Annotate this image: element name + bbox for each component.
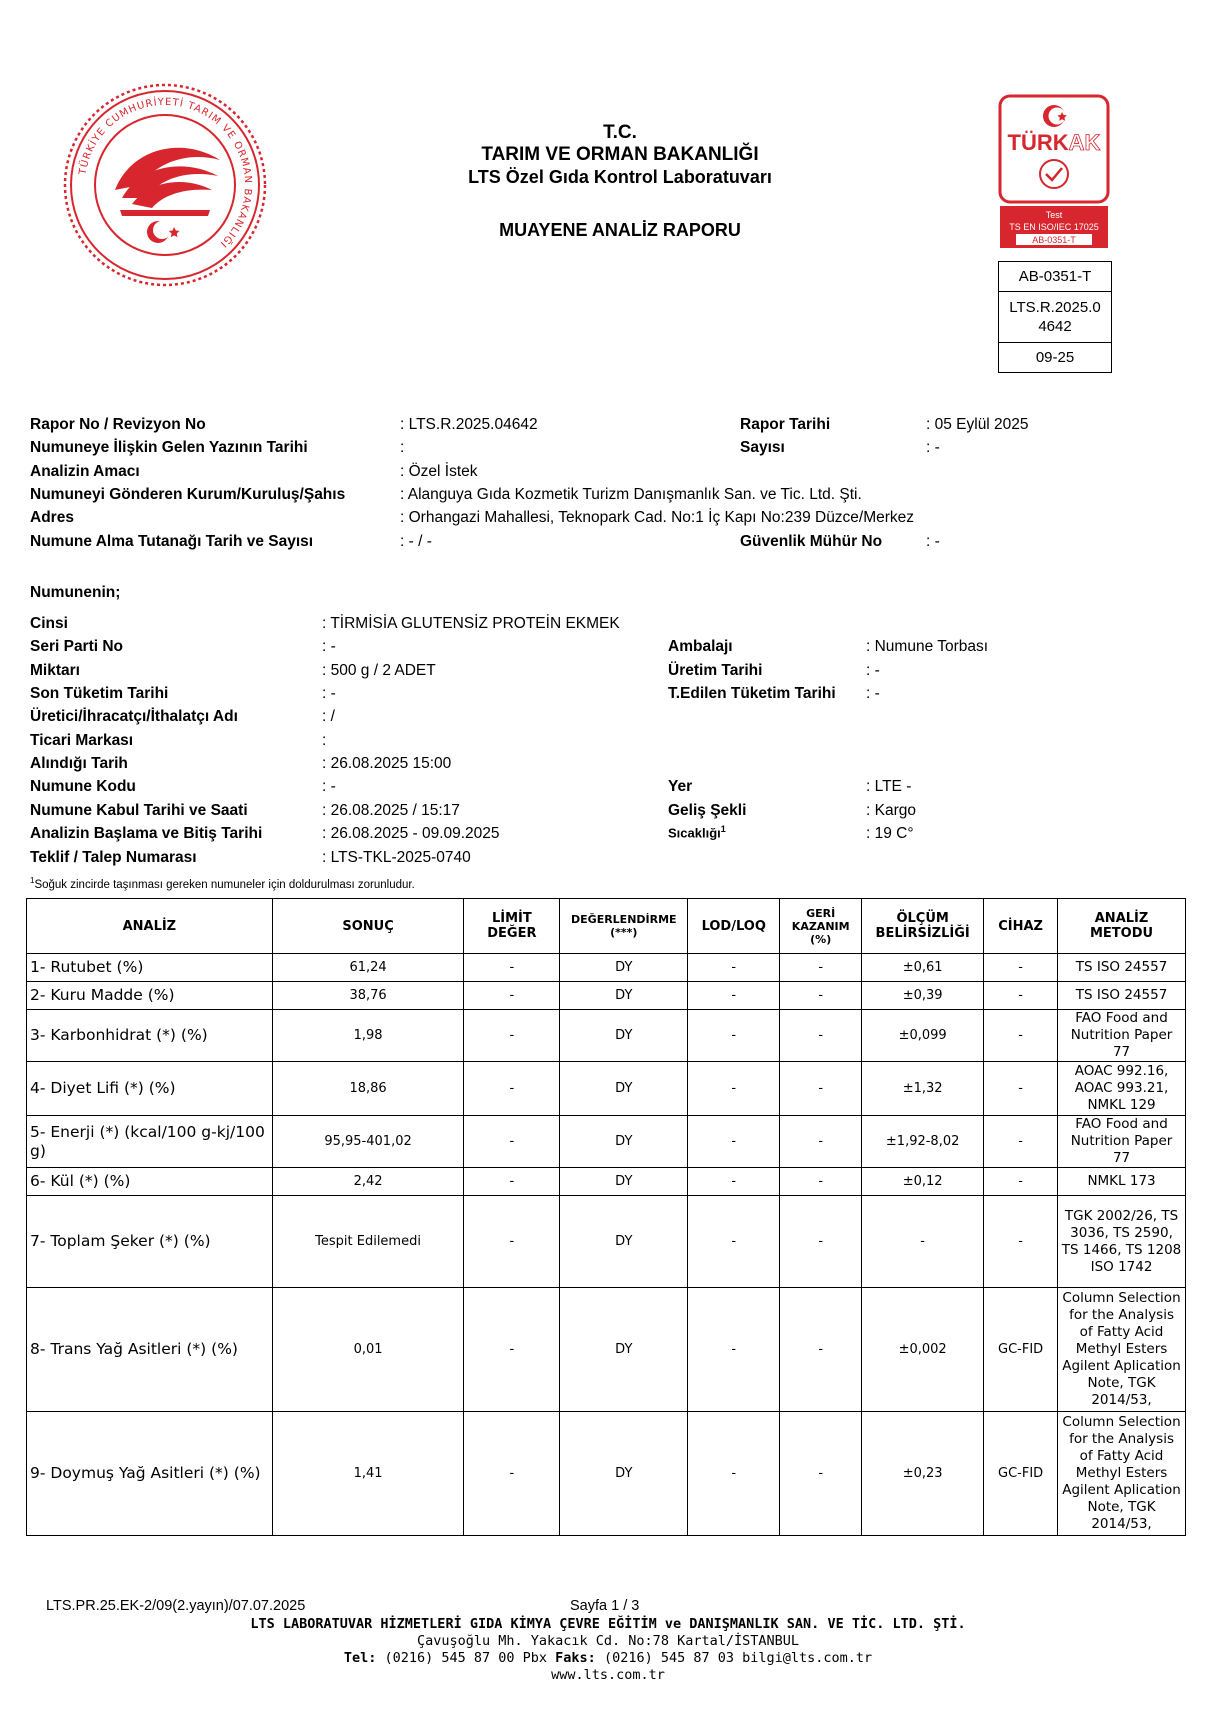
yazi-tarihi-value: : [400, 439, 405, 456]
table-cell: NMKL 173 [1058, 1168, 1186, 1196]
table-cell: FAO Food and Nutrition Paper 77 [1058, 1116, 1186, 1168]
ministry-seal-logo [60, 80, 270, 290]
table-cell: TGK 2002/26, TS 3036, TS 2590, TS 1466, TS 1208 ISO 1742 [1058, 1196, 1186, 1288]
table-cell: - [464, 1412, 560, 1536]
report-title: MUAYENE ANALİZ RAPORU [499, 220, 741, 240]
sayisi-label: Sayısı [740, 439, 785, 456]
uretim-value: : - [866, 662, 880, 679]
alindigi-value: : 26.08.2025 15:00 [322, 755, 452, 772]
table-cell: Column Selection for the Analysis of Fatty Acid Methyl Esters Agilent Aplication Note, TGK 2014/53, [1058, 1412, 1186, 1536]
table-cell: - [984, 1168, 1058, 1196]
header-limit: LİMİT DEĞER [464, 899, 560, 954]
table-cell: - [464, 982, 560, 1010]
table-cell: ±0,61 [862, 954, 984, 982]
table-cell: DY [560, 1168, 688, 1196]
table-cell: AOAC 992.16, AOAC 993.21, NMKL 129 [1058, 1062, 1186, 1116]
table-cell: - [688, 1010, 780, 1062]
table-cell: 2,42 [272, 1168, 464, 1196]
uretici-label: Üretici/İhracatçı/İthalatçı Adı [30, 708, 238, 725]
table-cell: DY [560, 1288, 688, 1412]
skt-value: : - [322, 685, 336, 702]
uretim-label: Üretim Tarihi [668, 662, 763, 679]
table-header-row [27, 899, 1186, 954]
gelis-label: Geliş Şekli [668, 802, 747, 819]
cinsi-label: Cinsi [30, 615, 68, 632]
table-cell: - [780, 1288, 862, 1412]
yer-label: Yer [668, 778, 693, 795]
header-geri-kazanim: GERİ KAZANIM (%) [780, 899, 862, 954]
table-cell: 0,01 [272, 1288, 464, 1412]
svg-text:TÜRKAK: TÜRKAK [1007, 130, 1101, 155]
table-row [27, 954, 1186, 982]
table-cell: - [780, 1062, 862, 1116]
report-number-part-a: LTS.R.2025.0 [1009, 299, 1101, 316]
sayisi-value: : - [926, 439, 940, 456]
table-cell: - [780, 1168, 862, 1196]
table-cell: 18,86 [272, 1062, 464, 1116]
miktar-value: : 500 g / 2 ADET [322, 662, 436, 679]
svg-text:TÜRKİYE CUMHURİYETİ TARIM VE O: TÜRKİYE CUMHURİYETİ TARIM VE ORMAN BAKANLIĞI [77, 96, 254, 250]
kod-value: : - [322, 778, 336, 795]
table-cell: ±0,099 [862, 1010, 984, 1062]
table-cell: 38,76 [272, 982, 464, 1010]
ambalaj-value: : Numune Torbası [866, 638, 989, 655]
table-row [27, 1062, 1186, 1116]
table-cell: 2- Kuru Madde (%) [27, 982, 273, 1010]
rapor-tarihi-label: Rapor Tarihi [740, 416, 831, 433]
table-cell: - [688, 982, 780, 1010]
analiz-tarih-label: Analizin Başlama ve Bitiş Tarihi [30, 825, 263, 842]
table-cell: - [780, 1010, 862, 1062]
table-cell: DY [560, 1196, 688, 1288]
header-block [300, 122, 940, 188]
header-cihaz: CİHAZ [984, 899, 1058, 954]
skt-label: Son Tüketim Tarihi [30, 685, 169, 702]
tedilen-value: : - [866, 685, 880, 702]
header-olcum-belirsizligi: ÖLÇÜM BELİRSİZLİĞİ [862, 899, 984, 954]
turkak-accreditation-logo [998, 94, 1110, 250]
company-footer [0, 1616, 1216, 1684]
table-cell: 1,41 [272, 1412, 464, 1536]
kabul-value: : 26.08.2025 / 15:17 [322, 802, 460, 819]
teklif-value: : LTS-TKL-2025-0740 [322, 849, 471, 866]
gonderen-value: : Alanguya Gıda Kozmetik Turizm Danışmanlık San. ve Tic. Ltd. Şti. [400, 486, 862, 503]
table-cell: - [688, 1062, 780, 1116]
table-cell: 61,24 [272, 954, 464, 982]
table-cell: - [780, 982, 862, 1010]
table-cell: DY [560, 982, 688, 1010]
table-cell: 8- Trans Yağ Asitleri (*) (%) [27, 1288, 273, 1412]
alindigi-label: Alındığı Tarih [30, 755, 128, 772]
table-cell: - [688, 954, 780, 982]
table-cell: 5- Enerji (*) (kcal/100 g-kj/100 g) [27, 1116, 273, 1168]
table-cell: - [984, 982, 1058, 1010]
report-number-part-b: 4642 [1038, 318, 1072, 335]
table-cell: - [984, 1116, 1058, 1168]
header-line-tc: T.C. [603, 122, 637, 143]
table-cell: ±0,39 [862, 982, 984, 1010]
table-cell: DY [560, 1116, 688, 1168]
table-cell: - [688, 1116, 780, 1168]
table-cell: 6- Kül (*) (%) [27, 1168, 273, 1196]
table-cell: ±0,12 [862, 1168, 984, 1196]
table-cell: - [464, 1116, 560, 1168]
rapor-no-label: Rapor No / Revizyon No [30, 416, 206, 433]
table-row [27, 982, 1186, 1010]
table-cell: ±1,32 [862, 1062, 984, 1116]
table-cell: DY [560, 1010, 688, 1062]
muhur-label: Güvenlik Mühür No [740, 533, 883, 550]
company-name: LTS LABORATUVAR HİZMETLERİ GIDA KİMYA ÇEVRE EĞİTİM ve DANIŞMANLIK SAN. VE TİC. LTD. ŞTİ. [250, 1616, 966, 1632]
seri-label: Seri Parti No [30, 638, 124, 655]
cinsi-value: : TİRMİSİA GLUTENSİZ PROTEİN EKMEK [322, 615, 620, 632]
table-cell: ±0,002 [862, 1288, 984, 1412]
adres-label: Adres [30, 509, 74, 526]
table-cell: 7- Toplam Şeker (*) (%) [27, 1196, 273, 1288]
table-cell: 95,95-401,02 [272, 1116, 464, 1168]
table-cell: 3- Karbonhidrat (*) (%) [27, 1010, 273, 1062]
header-sonuc: SONUÇ [272, 899, 464, 954]
table-cell: ±0,23 [862, 1412, 984, 1536]
rapor-no-value: : LTS.R.2025.04642 [400, 416, 538, 433]
table-cell: - [780, 1196, 862, 1288]
yer-value: : LTE - [866, 778, 912, 795]
table-cell: 9- Doymuş Yağ Asitleri (*) (%) [27, 1412, 273, 1536]
adres-value: : Orhangazi Mahallesi, Teknopark Cad. No:1 İç Kapı No:239 Düzce/Merkez [400, 509, 915, 526]
header-analiz: ANALİZ [27, 899, 273, 954]
gelis-value: : Kargo [866, 802, 916, 819]
sicaklik-label: Sıcaklığı$^1$ [668, 824, 726, 841]
tutanak-value: : - / - [400, 533, 432, 550]
table-cell: - [780, 1116, 862, 1168]
table-cell: ±1,92-8,02 [862, 1116, 984, 1168]
marka-value: : [322, 732, 327, 749]
accreditation-code: AB-0351-T [999, 262, 1111, 292]
table-cell: GC-FID [984, 1288, 1058, 1412]
header-lod-loq: LOD/LOQ [688, 899, 780, 954]
table-cell: TS ISO 24557 [1058, 982, 1186, 1010]
table-cell: - [464, 1010, 560, 1062]
company-web: www.lts.com.tr [551, 1667, 665, 1683]
table-cell: - [984, 954, 1058, 982]
sample-heading: Numunenin; [30, 584, 121, 601]
table-cell: - [464, 1168, 560, 1196]
svg-text:TS EN ISO/IEC 17025: TS EN ISO/IEC 17025 [1009, 222, 1099, 232]
table-cell: - [780, 954, 862, 982]
gonderen-label: Numuneyi Gönderen Kurum/Kuruluş/Şahıs [30, 486, 346, 503]
table-cell: Tespit Edilemedi [272, 1196, 464, 1288]
sicaklik-value: : 19 C° [866, 825, 914, 842]
tutanak-label: Numune Alma Tutanağı Tarih ve Sayısı [30, 533, 314, 550]
table-cell: - [984, 1010, 1058, 1062]
report-month-year: 09-25 [1035, 349, 1075, 366]
table-row [27, 1196, 1186, 1288]
table-cell: - [464, 1288, 560, 1412]
seri-value: : - [322, 638, 336, 655]
analiz-tarih-value: : 26.08.2025 - 09.09.2025 [322, 825, 500, 842]
table-cell: 1,98 [272, 1010, 464, 1062]
table-cell: DY [560, 1412, 688, 1536]
table-cell: TS ISO 24557 [1058, 954, 1186, 982]
yazi-tarihi-label: Numuneye İlişkin Gelen Yazının Tarihi [30, 439, 308, 456]
company-contact: Tel: (0216) 545 87 00 Pbx Faks: (0216) 545 87 03 bilgi@lts.com.tr [343, 1650, 873, 1666]
table-row [27, 1168, 1186, 1196]
muhur-value: : - [926, 533, 940, 550]
table-cell: - [862, 1196, 984, 1288]
accreditation-code-box [998, 261, 1112, 373]
table-cell: GC-FID [984, 1412, 1058, 1536]
table-cell: 1- Rutubet (%) [27, 954, 273, 982]
table-cell: - [464, 1062, 560, 1116]
table-row [27, 1412, 1186, 1536]
company-address: Çavuşoğlu Mh. Yakacık Cd. No:78 Kartal/İSTANBUL [416, 1633, 799, 1649]
results-body [27, 954, 1186, 1536]
table-cell: - [780, 1412, 862, 1536]
page-number: Sayfa 1 / 3 [570, 1598, 640, 1614]
table-cell: DY [560, 954, 688, 982]
svg-text:AB-0351-T: AB-0351-T [1032, 235, 1076, 245]
table-cell: DY [560, 1062, 688, 1116]
table-cell: Column Selection for the Analysis of Fatty Acid Methyl Esters Agilent Aplication Note, TGK 2014/53, [1058, 1288, 1186, 1412]
footnote: $^1$Soğuk zincirde taşınması gereken numuneler için doldurulması zorunludur. [30, 876, 415, 891]
ambalaj-label: Ambalajı [668, 638, 733, 655]
table-cell: - [688, 1412, 780, 1536]
table-cell: - [688, 1168, 780, 1196]
marka-label: Ticari Markası [30, 732, 134, 749]
table-cell: - [984, 1196, 1058, 1288]
table-row [27, 1116, 1186, 1168]
amac-label: Analizin Amacı [30, 463, 140, 480]
table-cell: 4- Diyet Lifi (*) (%) [27, 1062, 273, 1116]
form-code: LTS.PR.25.EK-2/09(2.yayın)/07.07.2025 [46, 1598, 306, 1614]
table-cell: FAO Food and Nutrition Paper 77 [1058, 1010, 1186, 1062]
table-row [27, 1010, 1186, 1062]
table-row [27, 1288, 1186, 1412]
table-cell: - [984, 1062, 1058, 1116]
header-degerlendirme: DEĞERLENDİRME (***) [560, 899, 688, 954]
teklif-label: Teklif / Talep Numarası [30, 849, 197, 866]
table-cell: - [464, 954, 560, 982]
header-analiz-metodu: ANALİZ METODU [1058, 899, 1186, 954]
header-line-lab: LTS Özel Gıda Kontrol Laboratuvarı [468, 167, 772, 187]
results-table [26, 898, 1186, 1536]
table-cell: - [688, 1288, 780, 1412]
table-cell: - [688, 1196, 780, 1288]
header-line-ministry: TARIM VE ORMAN BAKANLIĞI [481, 144, 759, 165]
table-cell: - [464, 1196, 560, 1288]
kod-label: Numune Kodu [30, 778, 136, 795]
miktar-label: Miktarı [30, 662, 80, 679]
uretici-value: : / [322, 708, 335, 725]
svg-text:Test: Test [1045, 210, 1063, 220]
amac-value: : Özel İstek [400, 463, 478, 480]
report-number-cell [999, 292, 1111, 343]
kabul-label: Numune Kabul Tarihi ve Saati [30, 802, 248, 819]
tedilen-label: T.Edilen Tüketim Tarihi [668, 685, 836, 702]
rapor-tarihi-value: : 05 Eylül 2025 [926, 416, 1029, 433]
